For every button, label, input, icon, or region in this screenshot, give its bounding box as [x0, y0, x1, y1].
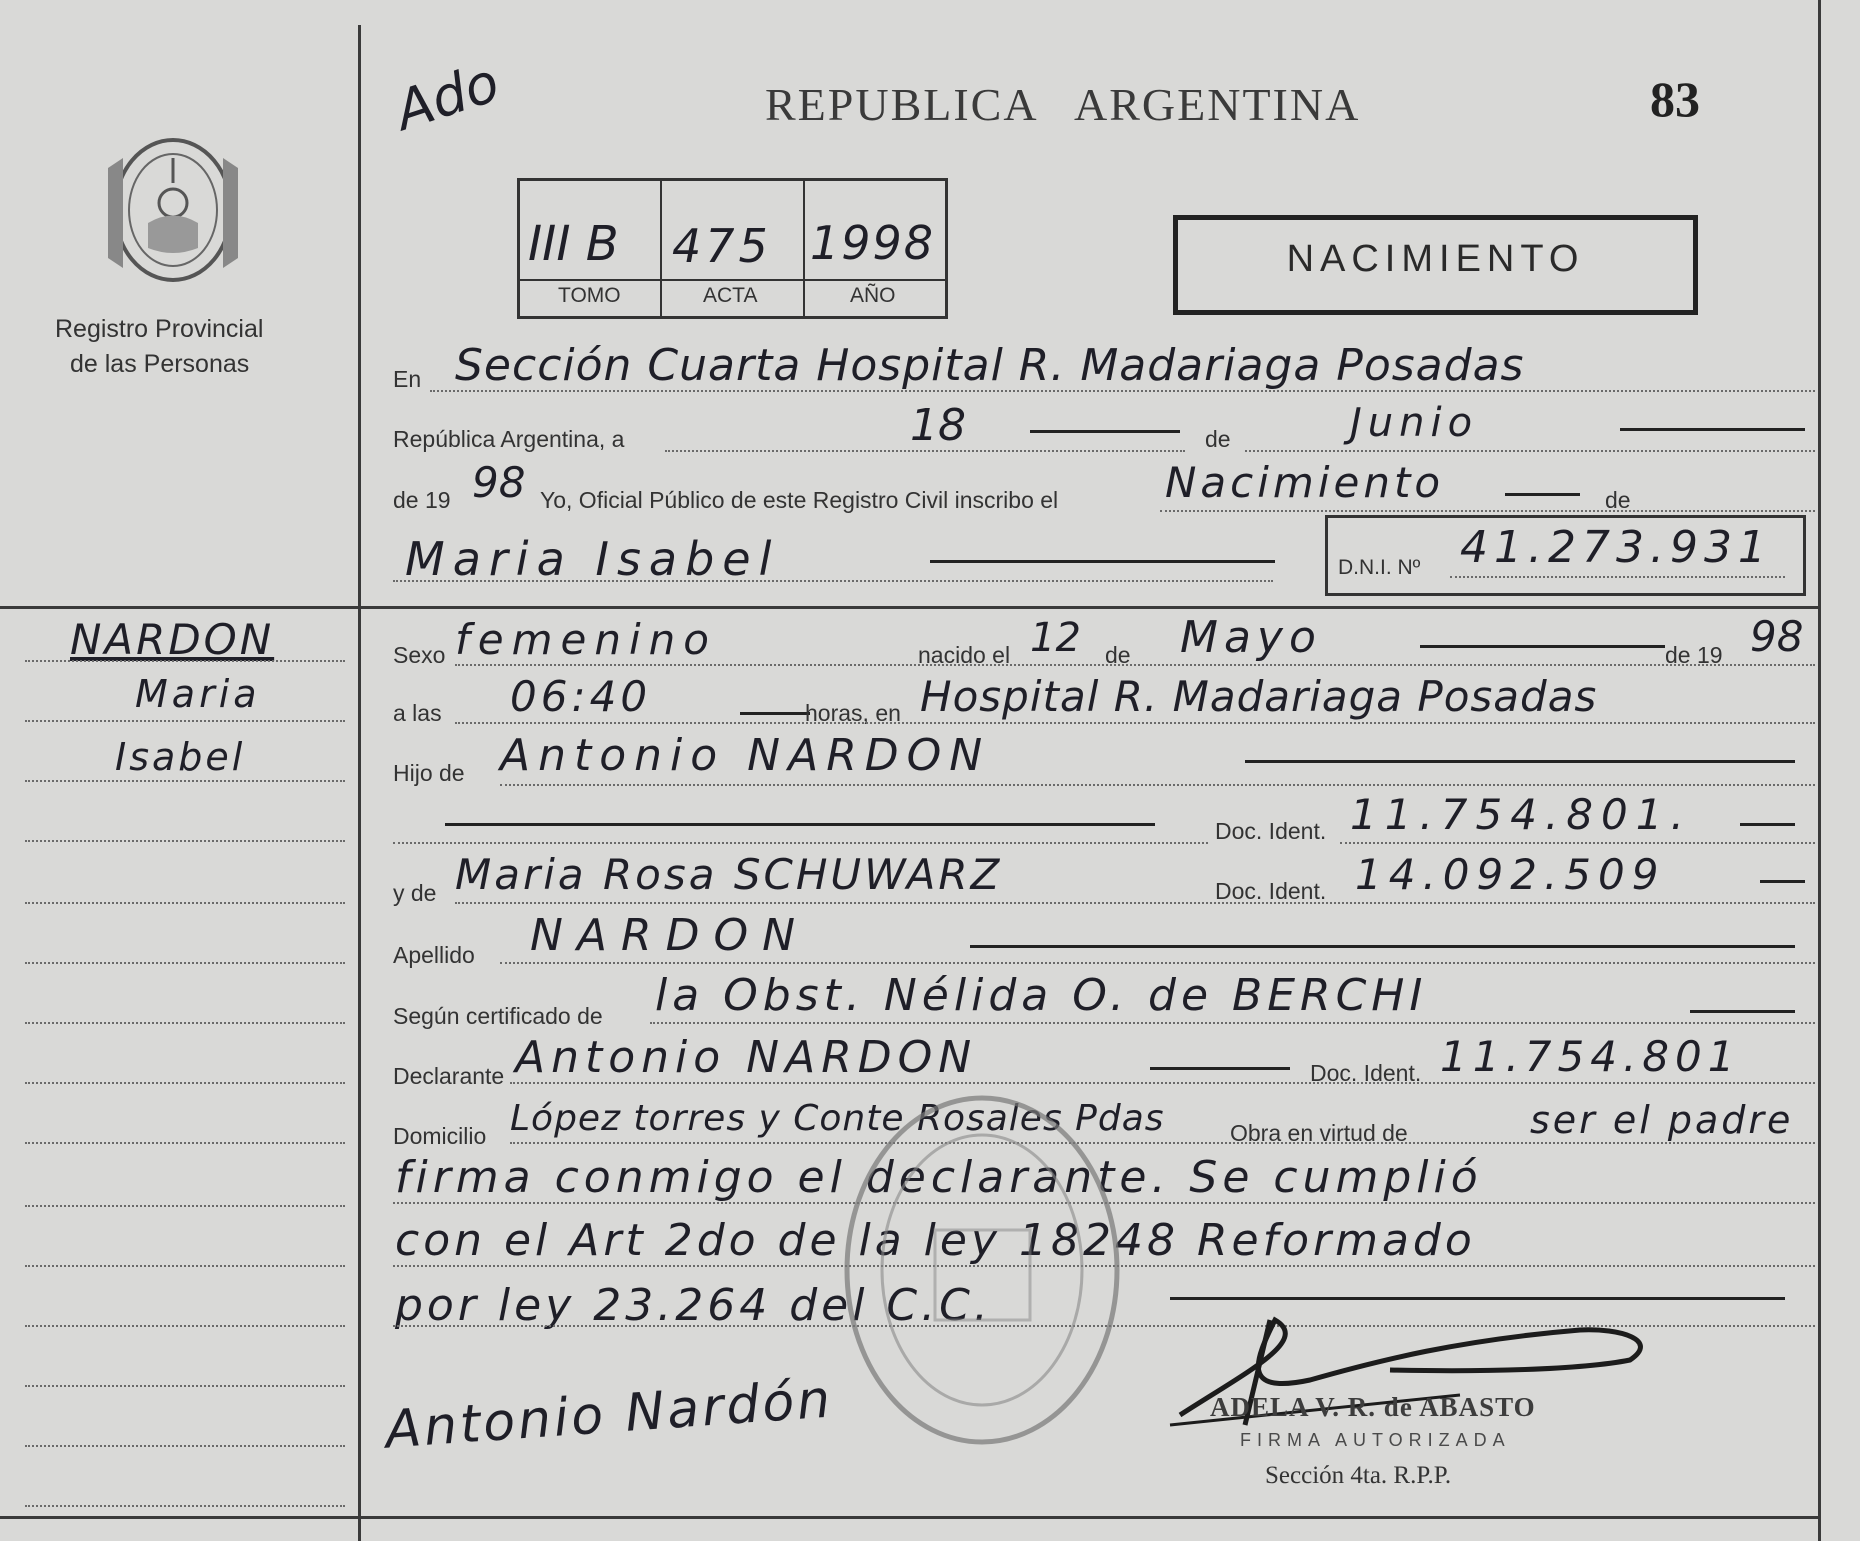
padre-value: Antonio NARDON [500, 730, 991, 781]
corner-note: Ado [387, 50, 507, 143]
month-line [1245, 450, 1815, 452]
margin-line [25, 840, 345, 842]
fill-dash [1505, 493, 1580, 496]
fill-dash [1150, 1067, 1290, 1070]
fill-dash [445, 823, 1155, 826]
doc-label: Doc. Ident. [1215, 818, 1327, 844]
declarante-doc-value: 11.754.801 [1440, 1032, 1741, 1081]
segun-line [650, 1022, 1815, 1024]
fill-dash [1620, 428, 1805, 431]
alas-label: a las [393, 700, 442, 726]
sexo-value: femenino [455, 615, 717, 664]
apellido-value: NARDON [530, 910, 810, 961]
registry-name-line2: de las Personas [70, 350, 250, 378]
fill-dash [1690, 1010, 1795, 1013]
year-prefix: de 19 [393, 487, 451, 513]
margin-name-2: Isabel [115, 735, 246, 779]
birth-month-value: Mayo [1180, 612, 1322, 663]
de-label: de [1205, 426, 1231, 452]
birth-day-value: 12 [1030, 615, 1081, 661]
margin-line [25, 962, 345, 964]
en-label: En [393, 366, 422, 392]
margin-surname: NARDON [70, 615, 275, 664]
observation-line-3: por ley 23.264 del C.C. [395, 1280, 992, 1331]
nombre-line [393, 580, 1273, 582]
round-seal [840, 1090, 1125, 1450]
madre-value: Maria Rosa SCHUWARZ [455, 850, 1003, 899]
alas-line [455, 722, 1815, 724]
observation-line-1: firma conmigo el declarante. Se cumplió [395, 1152, 1483, 1203]
madre-doc-value: 14.092.509 [1355, 850, 1666, 899]
upper-section-divider [0, 606, 1820, 609]
acta-value: 475 [672, 219, 772, 273]
fill-dash [930, 560, 1275, 563]
stamp-section: Sección 4ta. R.P.P. [1265, 1462, 1452, 1489]
stamp-role: FIRMA AUTORIZADA [1240, 1430, 1511, 1450]
declarante-value: Antonio NARDON [515, 1032, 978, 1083]
year-value: 98 [472, 458, 526, 507]
acto-value: Nacimiento [1165, 458, 1445, 507]
anio-value: 1998 [810, 216, 936, 270]
dni-line [1450, 576, 1785, 578]
de-label-2: de [1605, 487, 1631, 513]
shield-emblem-icon [98, 128, 248, 293]
horas-label: horas, en [805, 700, 901, 726]
de-label-3: de [1105, 642, 1131, 668]
fill-dash [1740, 823, 1795, 826]
page-number: 83 [1650, 71, 1700, 127]
padre-doc-line [1340, 842, 1815, 844]
domicilio-label: Domicilio [393, 1123, 487, 1149]
birth-year-value: 98 [1750, 612, 1804, 661]
record-box-row-divider [520, 279, 945, 281]
sexo-line [455, 664, 1815, 666]
yde-line [455, 902, 1815, 904]
obra-value: ser el padre [1530, 1098, 1794, 1142]
right-border [1818, 0, 1821, 1541]
registry-name-line1: Registro Provincial [55, 315, 264, 343]
left-column-divider [358, 25, 361, 1541]
margin-line [25, 902, 345, 904]
dni-label: D.N.I. Nº [1338, 556, 1421, 579]
doc-label-3: Doc. Ident. [1310, 1060, 1422, 1086]
fill-dash [1760, 880, 1805, 883]
record-type-title: NACIMIENTO [1286, 238, 1585, 280]
padre-blank-line [393, 842, 1208, 844]
margin-line [25, 1205, 345, 1207]
nombre-value: Maria Isabel [405, 532, 780, 586]
record-box [517, 178, 948, 319]
domicilio-value: López torres y Conte Rosales Pdas [510, 1098, 1165, 1139]
margin-line [25, 1022, 345, 1024]
acta-label: ACTA [703, 284, 758, 307]
domicilio-line [510, 1142, 1815, 1144]
obra-label: Obra en virtud de [1230, 1120, 1408, 1146]
margin-line [25, 1505, 345, 1507]
yde-label: y de [393, 880, 437, 906]
fill-dash [1030, 430, 1180, 433]
hijo-line [500, 784, 1815, 786]
margin-line [25, 660, 345, 662]
en-value: Sección Cuarta Hospital R. Madariaga Posadas [455, 340, 1525, 391]
doc-label-2: Doc. Ident. [1215, 878, 1327, 904]
fill-dash [1245, 760, 1795, 763]
margin-name-1: Maria [135, 672, 261, 716]
margin-line [25, 1082, 345, 1084]
declarante-label: Declarante [393, 1063, 505, 1089]
document-title: REPUBLICA ARGENTINA [765, 79, 1361, 130]
segun-value: la Obst. Nélida O. de BERCHI [655, 970, 1428, 1021]
tomo-label: TOMO [558, 284, 621, 307]
record-box-col-divider [803, 181, 805, 316]
margin-line [25, 1265, 345, 1267]
segun-label: Según certificado de [393, 1003, 603, 1029]
tomo-value: III B [528, 216, 619, 272]
acto-line [1160, 510, 1815, 512]
margin-line [25, 720, 345, 722]
lugar-value: Hospital R. Madariaga Posadas [920, 672, 1598, 721]
fill-dash [740, 712, 810, 715]
de19-label: de 19 [1665, 642, 1723, 668]
nacido-label: nacido el [918, 642, 1011, 668]
oficial-text: Yo, Oficial Público de este Registro Civil inscribo el [540, 487, 1059, 513]
hijo-label: Hijo de [393, 760, 465, 786]
sexo-label: Sexo [393, 642, 446, 668]
apellido-line [500, 962, 1815, 964]
observation-line-2: con el Art 2do de la ley 18248 Reformado [395, 1215, 1476, 1266]
bottom-section-divider [0, 1516, 1820, 1519]
apellido-label: Apellido [393, 942, 475, 968]
margin-line [25, 780, 345, 782]
dni-value: 41.273.931 [1460, 522, 1772, 573]
month-value: Junio [1350, 400, 1479, 446]
margin-line [25, 1445, 345, 1447]
republica-label: República Argentina, a [393, 426, 625, 452]
anio-label: AÑO [850, 284, 896, 307]
hora-value: 06:40 [510, 672, 652, 721]
fill-dash [1420, 645, 1665, 648]
declarant-signature: Antonio Nardón [383, 1369, 835, 1461]
stamp-name: ADELA V. R. de ABASTO [1210, 1392, 1536, 1422]
day-value: 18 [910, 400, 966, 451]
fill-dash [970, 945, 1795, 948]
padre-doc-value: 11.754.801. [1350, 790, 1692, 839]
declarante-line [510, 1082, 1815, 1084]
margin-line [25, 1385, 345, 1387]
record-box-col-divider [660, 181, 662, 316]
margin-line [25, 1142, 345, 1144]
margin-line [25, 1325, 345, 1327]
province-seal [98, 128, 248, 293]
